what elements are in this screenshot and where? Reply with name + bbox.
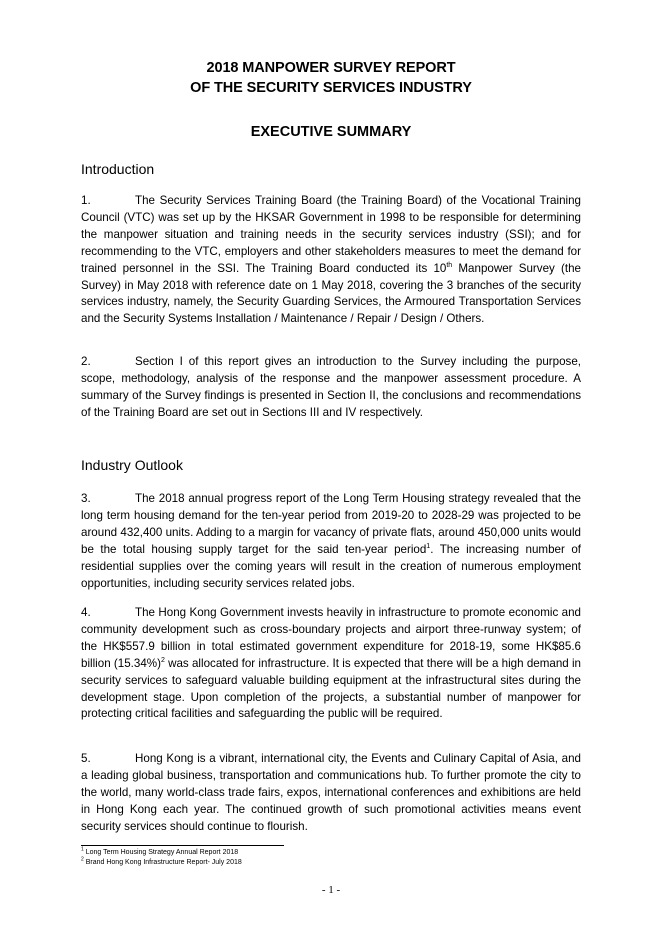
paragraph-3 [81,491,581,592]
paragraph-number: 4. [81,606,91,619]
footnote-2 [81,858,242,867]
superscript-ordinal: th [446,261,453,269]
footnote-mark: 2 [81,856,84,863]
paragraph-text: was allocated for infrastructure. It is expected that there will be a high demand in security services to safeguard valuable building equipment at the infrastructural sites during the development stage. Upon completion of the projects, a substantial number of manpower for protecting critical facilities and safeguarding the public will be required. [81,656,581,721]
paragraph-number: 5. [81,752,91,765]
footnote-text: Brand Hong Kong Infrastructure Report- July 2018 [83,859,242,866]
footnote-divider [81,845,284,846]
industry-outlook-heading: Industry Outlook [81,457,183,473]
paragraph-number: 1. [81,194,91,207]
paragraph-text: . The increasing number of residential supplies over the coming years will result in the creation of numerous employment opportunities, including security services related jobs. [81,542,581,590]
footnote-text: Long Term Housing Strategy Annual Report 2018 [83,849,239,856]
paragraph-text: Section I of this report gives an introduction to the Survey including the purpose, scope, methodology, analysis of the response and the manpower assessment procedure. A summary of the Survey findings is presented in Section II, the conclusions and recommendations of the Training Board are set out in Sections III and IV respectively. [81,355,581,419]
paragraph-2 [81,354,581,422]
footnote-1 [81,848,238,857]
introduction-heading: Introduction [81,161,155,177]
page-number: - 1 - [321,884,341,896]
paragraph-text: The Security Services Training Board (the Training Board) of the Vocational Training Council (VTC) was set up by the HKSAR Government in 1998 to be responsible for determining the manpower situation and training needs in the security services industry (SSI); and for recommending to the VTC, employers and other stakeholders measures to meet the demand for trained personnel in the SSI. The Training Board conducted its 10 [81,194,581,275]
footnote-reference: 2 [160,656,165,664]
report-title-line-1: 2018 MANPOWER SURVEY REPORT [206,60,456,76]
paragraph-4 [81,605,581,723]
paragraph-number: 2. [81,355,91,368]
report-title-line-2: OF THE SECURITY SERVICES INDUSTRY [190,80,472,96]
paragraph-text: Hong Kong is a vibrant, international city, the Events and Culinary Capital of Asia, and a leading global business, transportation and communications hub. To further promote the city to the world, many world-class trade fairs, expos, international conferences and exhibitions are held in Hong Kong each year. The continued growth of such promotional activities means event security services should continue to flourish. [81,752,581,833]
paragraph-number: 3. [81,492,91,505]
paragraph-1 [81,193,581,328]
footnote-mark: 1 [81,846,84,853]
footnote-reference: 1 [426,542,431,550]
paragraph-text: The Hong Kong Government invests heavily in infrastructure to promote economic and community development such as cross-boundary projects and airport three-runway system; of the HK$557.9 billion in total estimated government expenditure for 2018-19, some HK$85.6 billion (15.34%) [81,606,581,670]
executive-summary-heading: EXECUTIVE SUMMARY [250,124,412,140]
paragraph-5 [81,751,581,836]
paragraph-text: Manpower Survey (the Survey) in May 2018 with reference date on 1 May 2018, covering the 3 branches of the security services industry, namely, the Security Guarding Services, the Armoured Transportation Services and the Security Systems Installation / Maintenance / Repair / Design / Others. [81,261,581,326]
paragraph-text: The 2018 annual progress report of the Long Term Housing strategy revealed that the long term housing demand for the ten-year period from 2019-20 to 2028-29 was projected to be around 432,400 units. Adding to a margin for vacancy of private flats, around 450,000 units would be the total housing supply target for the said ten-year period [81,492,581,556]
